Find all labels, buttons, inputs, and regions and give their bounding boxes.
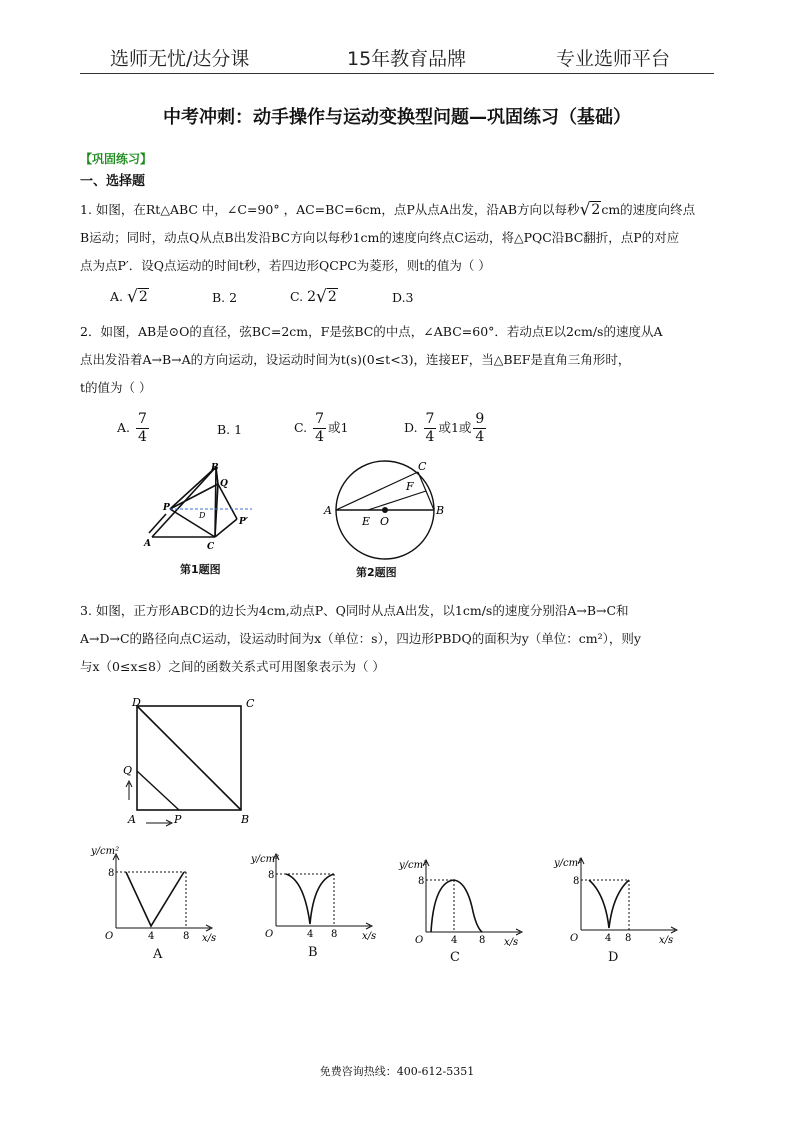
q1-option-c: C. 2√2 bbox=[290, 287, 337, 307]
fig1-label-b: B bbox=[211, 463, 219, 473]
figure-1-caption: 第1题图 bbox=[180, 563, 221, 576]
graph-a-xlabel: x/s bbox=[202, 933, 217, 944]
graph-d-xtick-8: 8 bbox=[625, 933, 632, 944]
header-divider bbox=[80, 73, 714, 74]
graph-d-label: D bbox=[608, 950, 619, 965]
q2-line3: t的值为（ ） bbox=[80, 380, 152, 395]
graph-c-ylabel: y/cm² bbox=[399, 860, 428, 871]
graph-a-xtick-4: 4 bbox=[148, 931, 155, 942]
q2-option-b: B. 1 bbox=[217, 422, 243, 437]
q3-line1: 3. 如图，正方形ABCD的边长为4cm,动点P、Q同时从点A出发，以1cm/s的速度分别沿A→B→C和 bbox=[80, 603, 629, 618]
figure-2-caption: 第2题图 bbox=[356, 566, 397, 579]
graph-c-xtick-8: 8 bbox=[479, 935, 486, 946]
graph-c-xlabel: x/s bbox=[504, 937, 519, 948]
header-center: 15年教育品牌 bbox=[347, 48, 467, 70]
q3-line2: A→D→C的路径向点C运动，设运动时间为x（单位：s），四边形PBDQ的面积为y（单位：cm²），则y bbox=[80, 631, 641, 646]
fig2-label-a: A bbox=[324, 504, 332, 517]
graph-a bbox=[88, 846, 218, 946]
figure-1 bbox=[140, 462, 270, 552]
fig2-label-c: C bbox=[418, 460, 427, 473]
q2-line2: 点出发沿着A→B→A的方向运动，设运动时间为t(s)(0≤t<3)，连接EF，当△BEF是直角三角形时， bbox=[80, 352, 631, 367]
header-right: 专业选师平台 bbox=[556, 48, 671, 70]
graph-d-ylabel: y/cm² bbox=[554, 858, 583, 869]
fig1-label-q: Q bbox=[220, 479, 228, 489]
q2-option-a: A. $\frac{7}{4}$ bbox=[117, 411, 147, 445]
graph-a-ylabel: y/cm² bbox=[91, 846, 120, 857]
q1-line3: 点为点P′．设Q点运动的时间t秒，若四边形QCPC为菱形，则t的值为（ ） bbox=[80, 258, 491, 273]
graph-b-origin: O bbox=[265, 929, 274, 940]
section-tag: 【巩固练习】 bbox=[80, 152, 153, 166]
graph-b-label: B bbox=[308, 945, 318, 960]
fig2-label-b: B bbox=[436, 504, 445, 517]
q1-line2: B运动；同时，动点Q从点B出发沿BC方向以每秒1cm的速度向终点C运动，将△PQC沿BC翻折，点P的对应 bbox=[80, 230, 680, 245]
fig2-label-o: O bbox=[380, 515, 390, 528]
graph-d-xlabel: x/s bbox=[659, 935, 674, 946]
q1-option-d: D.3 bbox=[392, 290, 414, 305]
section-heading: 一、选择题 bbox=[80, 174, 146, 189]
graph-b bbox=[248, 846, 378, 946]
graph-c-xtick-4: 4 bbox=[451, 935, 458, 946]
graph-c-origin: O bbox=[415, 935, 424, 946]
graph-b-ytick: 8 bbox=[268, 870, 275, 881]
q3-line3: 与x（0≤x≤8）之间的函数关系式可用图象表示为（ ） bbox=[80, 659, 385, 674]
page-title: 中考冲刺：动手操作与运动变换型问题—巩固练习（基础） bbox=[163, 107, 631, 128]
q2-option-c: C. $\frac{7}{4}$ 或1 bbox=[294, 411, 349, 445]
fig1-label-a: A bbox=[144, 539, 151, 549]
q2-option-d: D. $\frac{7}{4}$ 或1或 $\frac{9}{4}$ bbox=[404, 411, 485, 445]
question-3 bbox=[80, 597, 720, 681]
figure-2 bbox=[320, 458, 450, 564]
figure-3 bbox=[120, 692, 270, 830]
question-2 bbox=[80, 318, 720, 402]
graph-c-label: C bbox=[450, 950, 460, 965]
fig3-label-b: B bbox=[241, 813, 250, 826]
graph-b-xlabel: x/s bbox=[362, 931, 377, 942]
header-left: 选师无忧/达分课 bbox=[110, 48, 250, 70]
fig3-label-a: A bbox=[128, 813, 136, 826]
question-1 bbox=[80, 196, 720, 280]
graph-d-ytick: 8 bbox=[573, 876, 580, 887]
graph-a-ytick: 8 bbox=[108, 868, 115, 879]
fig1-label-c: C bbox=[207, 542, 215, 552]
graph-b-xtick-8: 8 bbox=[331, 929, 338, 940]
q1-option-a: A. √2 bbox=[110, 287, 148, 307]
graph-b-xtick-4: 4 bbox=[307, 929, 314, 940]
sqrt-symbol: √2 bbox=[579, 200, 601, 220]
q1-option-b: B. 2 bbox=[212, 290, 238, 305]
fig3-label-p: P bbox=[174, 813, 182, 826]
fig1-label-pprime: P′ bbox=[239, 517, 249, 527]
fig3-label-q: Q bbox=[123, 764, 133, 777]
fig3-label-d: D bbox=[132, 696, 141, 709]
graph-c bbox=[398, 852, 528, 952]
fig1-label-d: D bbox=[199, 511, 206, 520]
graph-d-origin: O bbox=[570, 933, 579, 944]
fig3-label-c: C bbox=[246, 697, 255, 710]
fig2-label-e: E bbox=[362, 515, 371, 528]
graph-b-ylabel: y/cm² bbox=[251, 854, 280, 865]
graph-a-origin: O bbox=[105, 931, 114, 942]
q2-line1: 2．如图，AB是⊙O的直径，弦BC=2cm，F是弦BC的中点，∠ABC=60°．若动点E以2cm/s的速度从A bbox=[80, 324, 663, 339]
q1-line1: 1. 如图，在Rt△ABC 中，∠C=90° ，AC=BC=6cm，点P从点A出发，沿AB方向以每秒√2cm的速度向终点 bbox=[80, 196, 720, 224]
graph-d-xtick-4: 4 bbox=[605, 933, 612, 944]
graph-d bbox=[553, 850, 683, 950]
graph-a-label: A bbox=[153, 947, 163, 962]
graph-c-ytick: 8 bbox=[418, 876, 425, 887]
fig1-label-p: P bbox=[163, 503, 170, 513]
graph-a-xtick-8: 8 bbox=[183, 931, 190, 942]
footer-hotline: 免费咨询热线：400-612-5351 bbox=[319, 1065, 475, 1078]
fig2-label-f: F bbox=[406, 480, 414, 493]
